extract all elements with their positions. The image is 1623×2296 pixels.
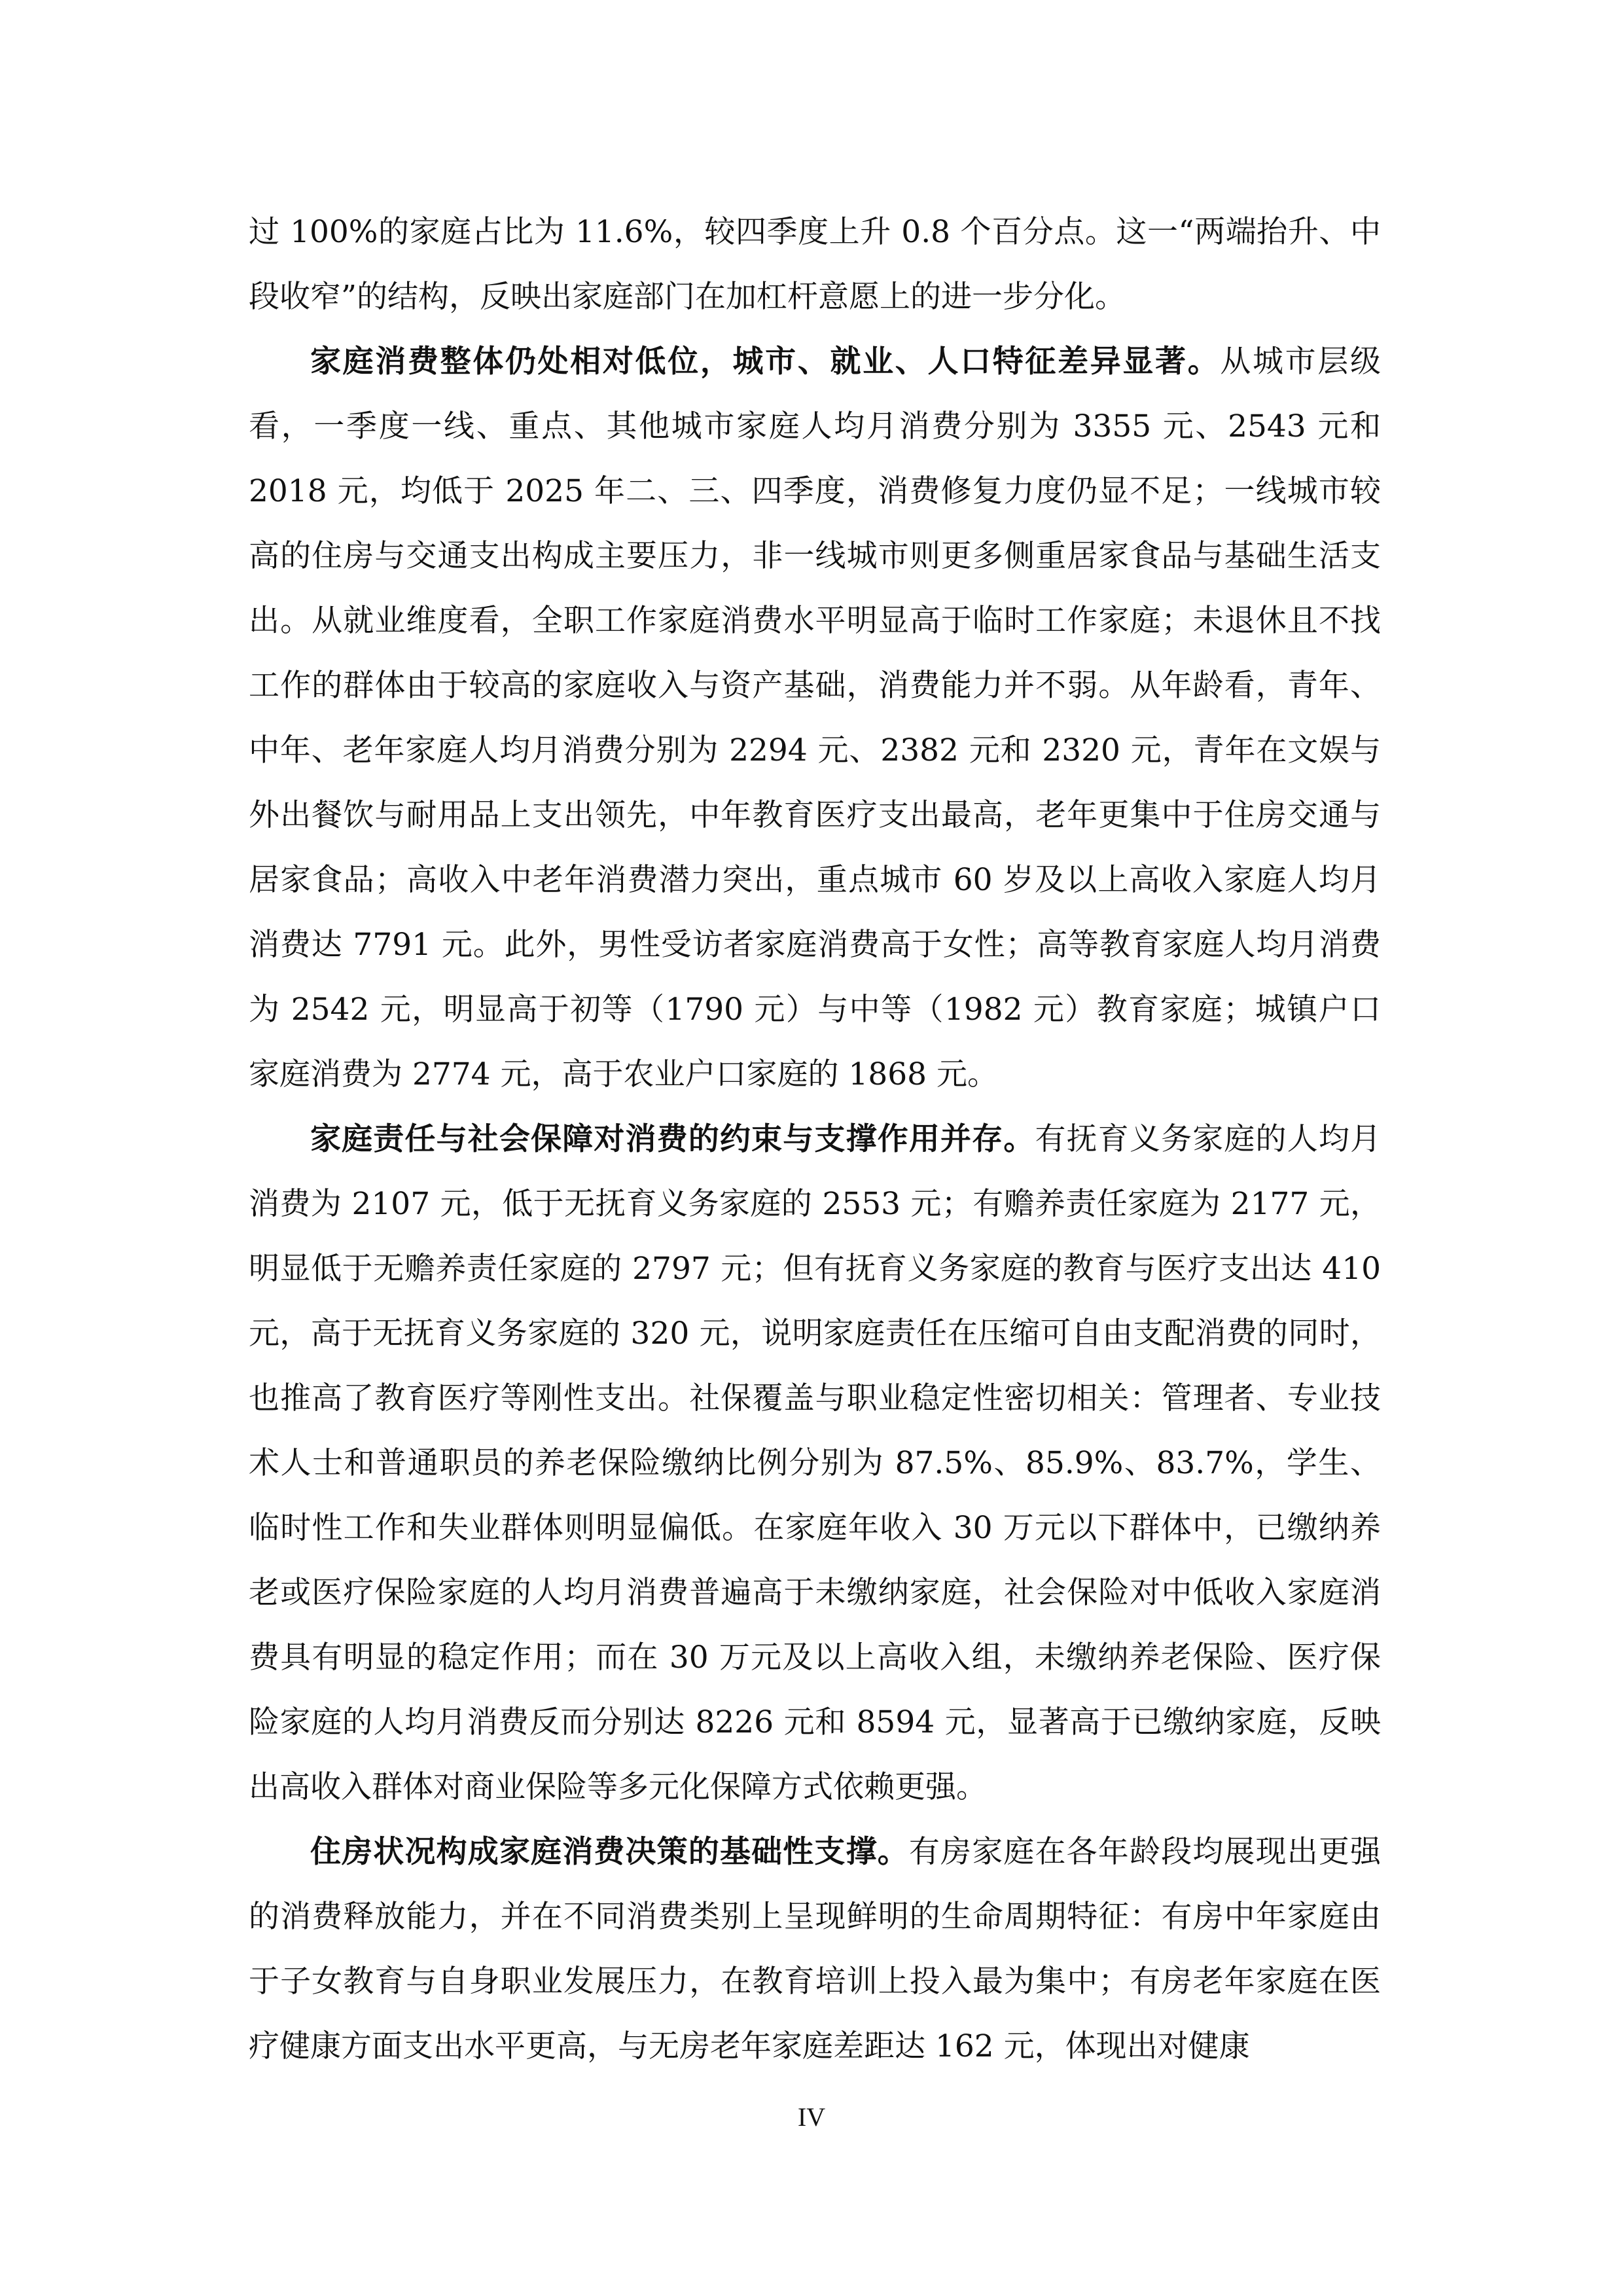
paragraph-social-security (249, 1107, 1381, 1820)
paragraph-text: 有抚育义务家庭的人均月消费为 2107 元，低于无抚育义务家庭的 2553 元；有赡养责任家庭为 2177 元，明显低于无赡养责任家庭的 2797 元；但有抚育义务家庭的教育与医疗支出达 410 元，高于无抚育义务家庭的 320 元，说明家庭责任在压缩可自由支配消费的同时，也推高了教育医疗等刚性支出。社保覆盖与职业稳定性密切相关：管理者、专业技术人士和普通职员的养老保险缴纳比例分别为 87.5%、85.9%、83.7%，学生、临时性工作和失业群体则明显偏低。在家庭年收入 30 万元以下群体中，已缴纳养老或医疗保险家庭的人均月消费普遍高于未缴纳家庭，社会保险对中低收入家庭消费具有明显的稳定作用；而在 30 万元及以上高收入组，未缴纳养老保险、医疗保险家庭的人均月消费反而分别达 8226 元和 8594 元，显著高于已缴纳家庭，反映出高收入群体对商业保险等多元化保障方式依赖更强。 (249, 1121, 1381, 1805)
paragraph-text: 从城市层级看，一季度一线、重点、其他城市家庭人均月消费分别为 3355 元、2543 元和 2018 元，均低于 2025 年二、三、四季度，消费修复力度仍显不足；一线城市较高的住房与交通支出构成主要压力，非一线城市则更多侧重居家食品与基础生活支出。从就业维度看，全职工作家庭消费水平明显高于临时工作家庭；未退休且不找工作的群体由于较高的家庭收入与资产基础，消费能力并不弱。从年龄看，青年、中年、老年家庭人均月消费分别为 2294 元、2382 元和 2320 元，青年在文娱与外出餐饮与耐用品上支出领先，中年教育医疗支出最高，老年更集中于住房交通与居家食品；高收入中老年消费潜力突出，重点城市 60 岁及以上高收入家庭人均月消费达 7791 元。此外，男性受访者家庭消费高于女性；高等教育家庭人均月消费为 2542 元，明显高于初等（1790 元）与中等（1982 元）教育家庭；城镇户口家庭消费为 2774 元，高于农业户口家庭的 1868 元。 (249, 344, 1381, 1092)
paragraph-text: 过 100%的家庭占比为 11.6%，较四季度上升 0.8 个百分点。这一“两端抬升、中段收窄”的结构，反映出家庭部门在加杠杆意愿上的进一步分化。 (249, 214, 1381, 315)
paragraph-lead: 住房状况构成家庭消费决策的基础性支撑。 (310, 1834, 909, 1870)
document-body (249, 200, 1381, 2079)
paragraph-consumption (249, 329, 1381, 1107)
paragraph-text: 有房家庭在各年龄段均展现出更强的消费释放能力，并在不同消费类别上呈现鲜明的生命周期特征：有房中年家庭由于子女教育与自身职业发展压力，在教育培训上投入最为集中；有房老年家庭在医疗健康方面支出水平更高，与无房老年家庭差距达 162 元，体现出对健康 (249, 1834, 1382, 2064)
paragraph-lead: 家庭责任与社会保障对消费的约束与支撑作用并存。 (310, 1121, 1035, 1157)
page-number: IV (797, 2102, 826, 2132)
paragraph-housing (249, 1820, 1381, 2079)
paragraph-continuation (249, 200, 1381, 329)
paragraph-lead: 家庭消费整体仍处相对低位，城市、就业、人口特征差异显著。 (310, 344, 1221, 380)
